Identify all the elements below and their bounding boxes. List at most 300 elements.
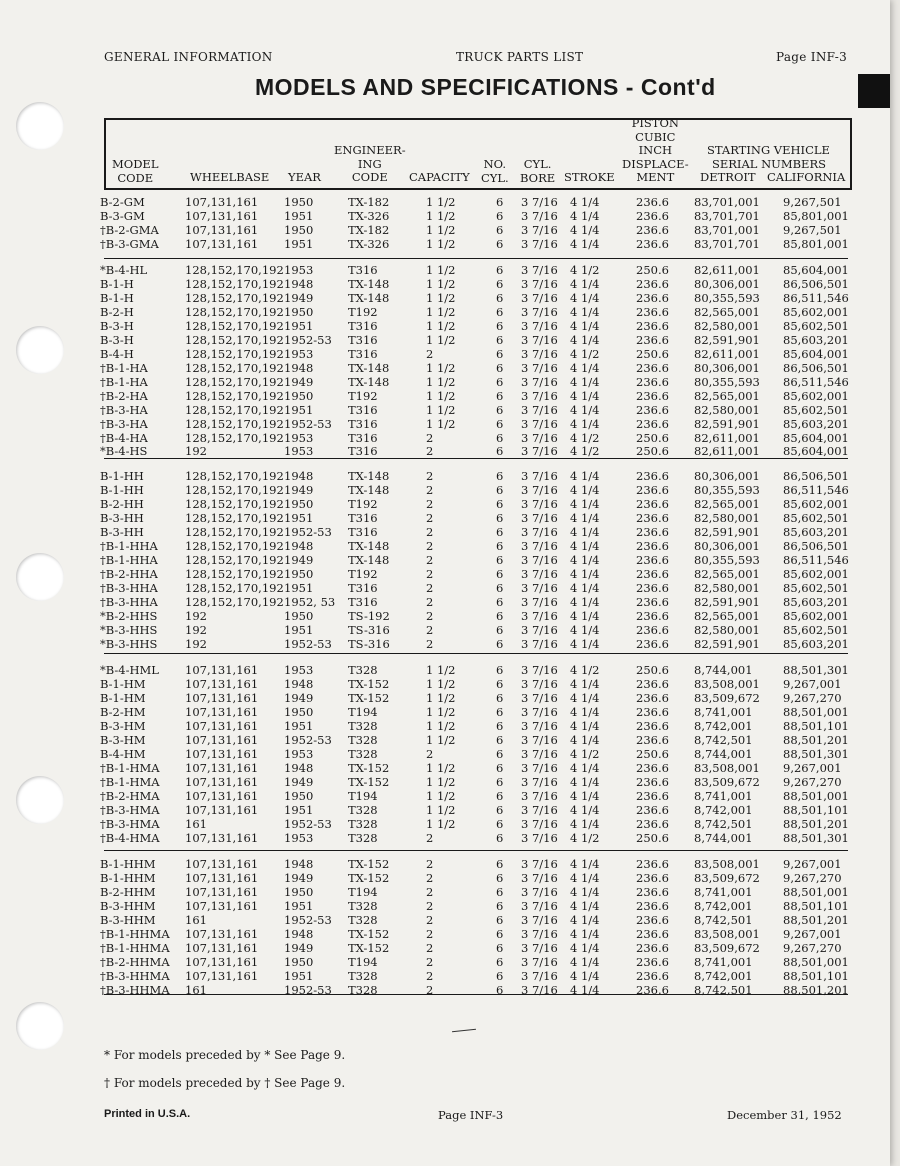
detroit-serial: 8,742,001 — [694, 969, 753, 983]
year: 1950 — [284, 389, 314, 403]
engineering-code: T316 — [348, 431, 378, 445]
year: 1952-53 — [284, 733, 332, 747]
wheelbase: 107,131,161 — [185, 857, 259, 871]
detroit-serial: 8,741,001 — [694, 885, 753, 899]
model-code: *B-4-HL — [100, 263, 148, 277]
year: 1949 — [284, 483, 314, 497]
table-row — [100, 292, 850, 306]
wheelbase: 107,131,161 — [185, 789, 259, 803]
engineering-code: TX-182 — [348, 223, 390, 237]
year: 1951 — [284, 403, 314, 417]
year: 1949 — [284, 691, 314, 705]
wheelbase: 128,152,170,192 — [185, 539, 284, 553]
year: 1952-53 — [284, 983, 332, 997]
model-code: †B-3-HA — [100, 403, 148, 417]
displacement: 236.6 — [636, 885, 669, 899]
no-cyl: 6 — [496, 637, 504, 651]
wheelbase: 128,152,170,192 — [185, 567, 284, 581]
year: 1951 — [284, 319, 314, 333]
model-code: †B-1-HHMA — [100, 927, 170, 941]
displacement: 236.6 — [636, 567, 669, 581]
engineering-code: T316 — [348, 403, 378, 417]
detroit-serial: 82,611,001 — [694, 431, 760, 445]
bore: 3 7/16 — [521, 347, 558, 361]
no-cyl: 6 — [496, 511, 504, 525]
detroit-serial: 82,591,901 — [694, 525, 760, 539]
table-row — [100, 900, 850, 914]
displacement: 250.6 — [636, 347, 669, 361]
california-serial: 88,501,301 — [783, 663, 849, 677]
year: 1953 — [284, 431, 314, 445]
table-row — [100, 484, 850, 498]
california-serial: 9,267,001 — [783, 857, 842, 871]
model-code: †B-1-HA — [100, 361, 148, 375]
detroit-serial: 80,355,593 — [694, 375, 760, 389]
section-divider — [104, 653, 848, 654]
model-code: †B-2-HA — [100, 389, 148, 403]
stroke: 4 1/2 — [570, 263, 600, 277]
california-serial: 86,506,501 — [783, 277, 849, 291]
detroit-serial: 8,744,001 — [694, 663, 753, 677]
detroit-serial: 8,742,001 — [694, 719, 753, 733]
table-row — [100, 664, 850, 678]
capacity: 1 1/2 — [426, 789, 456, 803]
wheelbase: 128,152,170,192 — [185, 263, 284, 277]
bore: 3 7/16 — [521, 581, 558, 595]
stroke: 4 1/4 — [570, 497, 600, 511]
model-code: B-3-HHM — [100, 913, 156, 927]
year: 1949 — [284, 553, 314, 567]
no-cyl: 6 — [496, 431, 504, 445]
wheelbase: 128,152,170,192 — [185, 291, 284, 305]
no-cyl: 6 — [496, 553, 504, 567]
capacity: 1 1/2 — [426, 223, 456, 237]
table-row — [100, 804, 850, 818]
no-cyl: 6 — [496, 539, 504, 553]
engineering-code: TX-152 — [348, 941, 390, 955]
displacement: 236.6 — [636, 913, 669, 927]
year: 1951 — [284, 969, 314, 983]
model-code: B-3-HM — [100, 733, 146, 747]
california-serial: 88,501,001 — [783, 789, 849, 803]
year: 1952-53 — [284, 333, 332, 347]
model-code: *B-2-HHS — [100, 609, 158, 623]
capacity: 1 1/2 — [426, 761, 456, 775]
detroit-serial: 82,611,001 — [694, 347, 760, 361]
california-serial: 85,602,501 — [783, 403, 849, 417]
model-code: B-1-HM — [100, 691, 146, 705]
capacity: 1 1/2 — [426, 237, 456, 251]
model-code: †B-1-HHA — [100, 539, 158, 553]
capacity: 1 1/2 — [426, 417, 456, 431]
detroit-serial: 8,742,001 — [694, 803, 753, 817]
displacement: 236.6 — [636, 761, 669, 775]
stroke: 4 1/4 — [570, 969, 600, 983]
bore: 3 7/16 — [521, 705, 558, 719]
bore: 3 7/16 — [521, 899, 558, 913]
california-serial: 85,602,501 — [783, 319, 849, 333]
col-no-cyl: NO. CYL. — [481, 157, 509, 185]
no-cyl: 6 — [496, 305, 504, 319]
no-cyl: 6 — [496, 719, 504, 733]
wheelbase: 192 — [185, 623, 207, 637]
model-code: †B-3-HHMA — [100, 969, 170, 983]
capacity: 1 1/2 — [426, 277, 456, 291]
capacity: 1 1/2 — [426, 263, 456, 277]
detroit-serial: 80,306,001 — [694, 361, 760, 375]
detroit-serial: 82,580,001 — [694, 511, 760, 525]
wheelbase: 192 — [185, 609, 207, 623]
no-cyl: 6 — [496, 209, 504, 223]
displacement: 250.6 — [636, 263, 669, 277]
table-row — [100, 970, 850, 984]
no-cyl: 6 — [496, 444, 504, 458]
wheelbase: 107,131,161 — [185, 831, 259, 845]
col-displacement: PISTON CUBIC INCH DISPLACE- MENT — [622, 116, 689, 184]
displacement: 236.6 — [636, 483, 669, 497]
detroit-serial: 82,580,001 — [694, 581, 760, 595]
detroit-serial: 83,508,001 — [694, 761, 760, 775]
no-cyl: 6 — [496, 983, 504, 997]
binder-hole — [16, 553, 64, 601]
col-serial-numbers: SERIAL NUMBERS — [712, 157, 826, 171]
capacity: 2 — [426, 857, 434, 871]
bore: 3 7/16 — [521, 483, 558, 497]
model-code: B-1-HM — [100, 677, 146, 691]
model-code: †B-1-HMA — [100, 761, 160, 775]
engineering-code: T328 — [348, 719, 378, 733]
bore: 3 7/16 — [521, 553, 558, 567]
displacement: 236.6 — [636, 361, 669, 375]
detroit-serial: 82,565,001 — [694, 609, 760, 623]
stroke: 4 1/2 — [570, 831, 600, 845]
displacement: 236.6 — [636, 609, 669, 623]
california-serial: 88,501,201 — [783, 913, 849, 927]
table-row — [100, 320, 850, 334]
wheelbase: 107,131,161 — [185, 719, 259, 733]
table-row — [100, 238, 850, 252]
model-code: †B-2-HMA — [100, 789, 160, 803]
wheelbase: 128,152,170,192 — [185, 347, 284, 361]
binder-hole — [16, 326, 64, 374]
detroit-serial: 8,742,501 — [694, 913, 753, 927]
stroke: 4 1/4 — [570, 691, 600, 705]
bore: 3 7/16 — [521, 389, 558, 403]
bore: 3 7/16 — [521, 291, 558, 305]
index-tab — [858, 74, 890, 108]
model-code: B-1-HHM — [100, 871, 156, 885]
detroit-serial: 83,701,701 — [694, 209, 760, 223]
wheelbase: 128,152,170,192 — [185, 319, 284, 333]
no-cyl: 6 — [496, 375, 504, 389]
table-row — [100, 984, 850, 998]
table-row — [100, 818, 850, 832]
no-cyl: 6 — [496, 403, 504, 417]
bore: 3 7/16 — [521, 511, 558, 525]
engineering-code: TX-326 — [348, 237, 390, 251]
stroke: 4 1/4 — [570, 803, 600, 817]
detroit-serial: 83,701,001 — [694, 195, 760, 209]
capacity: 1 1/2 — [426, 361, 456, 375]
california-serial: 9,267,270 — [783, 691, 842, 705]
detroit-serial: 82,565,001 — [694, 497, 760, 511]
model-code: B-3-GM — [100, 209, 145, 223]
engineering-code: TX-148 — [348, 553, 390, 567]
capacity: 1 1/2 — [426, 209, 456, 223]
bore: 3 7/16 — [521, 817, 558, 831]
bore: 3 7/16 — [521, 677, 558, 691]
model-code: B-3-H — [100, 319, 134, 333]
year: 1949 — [284, 775, 314, 789]
bore: 3 7/16 — [521, 361, 558, 375]
wheelbase: 107,131,161 — [185, 955, 259, 969]
year: 1952-53 — [284, 913, 332, 927]
displacement: 236.6 — [636, 857, 669, 871]
displacement: 236.6 — [636, 719, 669, 733]
year: 1948 — [284, 927, 314, 941]
stroke: 4 1/4 — [570, 719, 600, 733]
california-serial: 85,603,201 — [783, 333, 849, 347]
stroke: 4 1/4 — [570, 223, 600, 237]
bore: 3 7/16 — [521, 789, 558, 803]
detroit-serial: 80,355,593 — [694, 291, 760, 305]
no-cyl: 6 — [496, 319, 504, 333]
wheelbase: 107,131,161 — [185, 747, 259, 761]
no-cyl: 6 — [496, 237, 504, 251]
wheelbase: 107,131,161 — [185, 775, 259, 789]
detroit-serial: 82,565,001 — [694, 567, 760, 581]
displacement: 236.6 — [636, 803, 669, 817]
capacity: 2 — [426, 885, 434, 899]
capacity: 2 — [426, 525, 434, 539]
engineering-code: T328 — [348, 899, 378, 913]
displacement: 236.6 — [636, 511, 669, 525]
wheelbase: 107,131,161 — [185, 733, 259, 747]
year: 1950 — [284, 567, 314, 581]
year: 1953 — [284, 663, 314, 677]
table-row — [100, 554, 850, 568]
model-code: †B-1-HMA — [100, 775, 160, 789]
table-row — [100, 540, 850, 554]
engineering-code: T194 — [348, 789, 378, 803]
california-serial: 88,501,101 — [783, 803, 849, 817]
stroke: 4 1/4 — [570, 595, 600, 609]
engineering-code: TX-152 — [348, 677, 390, 691]
no-cyl: 6 — [496, 775, 504, 789]
stroke: 4 1/4 — [570, 305, 600, 319]
bore: 3 7/16 — [521, 733, 558, 747]
model-code: B-1-H — [100, 277, 134, 291]
california-serial: 85,602,501 — [783, 511, 849, 525]
capacity: 2 — [426, 969, 434, 983]
capacity: 2 — [426, 595, 434, 609]
capacity: 1 1/2 — [426, 663, 456, 677]
stroke: 4 1/4 — [570, 291, 600, 305]
bore: 3 7/16 — [521, 941, 558, 955]
california-serial: 9,267,270 — [783, 871, 842, 885]
year: 1953 — [284, 347, 314, 361]
detroit-serial: 82,611,001 — [694, 444, 760, 458]
stroke: 4 1/4 — [570, 871, 600, 885]
capacity: 2 — [426, 511, 434, 525]
bore: 3 7/16 — [521, 637, 558, 651]
no-cyl: 6 — [496, 733, 504, 747]
no-cyl: 6 — [496, 831, 504, 845]
no-cyl: 6 — [496, 389, 504, 403]
table-row — [100, 734, 850, 748]
no-cyl: 6 — [496, 483, 504, 497]
displacement: 236.6 — [636, 817, 669, 831]
capacity: 2 — [426, 431, 434, 445]
detroit-serial: 8,741,001 — [694, 705, 753, 719]
california-serial: 88,501,201 — [783, 817, 849, 831]
stroke: 4 1/4 — [570, 539, 600, 553]
stroke: 4 1/4 — [570, 389, 600, 403]
engineering-code: T192 — [348, 305, 378, 319]
year: 1953 — [284, 831, 314, 845]
capacity: 2 — [426, 497, 434, 511]
california-serial: 85,603,201 — [783, 417, 849, 431]
col-starting-vehicle: STARTING VEHICLE — [707, 143, 830, 157]
capacity: 2 — [426, 347, 434, 361]
table-row — [100, 720, 850, 734]
table-row — [100, 886, 850, 900]
table-row — [100, 306, 850, 320]
table-row — [100, 445, 850, 459]
california-serial: 86,506,501 — [783, 361, 849, 375]
california-serial: 9,267,501 — [783, 195, 842, 209]
capacity: 2 — [426, 913, 434, 927]
california-serial: 88,501,201 — [783, 733, 849, 747]
engineering-code: TX-148 — [348, 539, 390, 553]
no-cyl: 6 — [496, 567, 504, 581]
displacement: 236.6 — [636, 789, 669, 803]
table-row — [100, 512, 850, 526]
model-code: B-1-HH — [100, 483, 144, 497]
california-serial: 86,511,546 — [783, 483, 849, 497]
year: 1951 — [284, 237, 314, 251]
stroke: 4 1/4 — [570, 319, 600, 333]
detroit-serial: 83,509,672 — [694, 871, 760, 885]
stroke: 4 1/4 — [570, 885, 600, 899]
detroit-serial: 82,591,901 — [694, 417, 760, 431]
stroke: 4 1/4 — [570, 525, 600, 539]
table-row — [100, 470, 850, 484]
engineering-code: T316 — [348, 581, 378, 595]
detroit-serial: 82,611,001 — [694, 263, 760, 277]
detroit-serial: 8,742,501 — [694, 817, 753, 831]
year: 1950 — [284, 497, 314, 511]
engineering-code: TX-148 — [348, 291, 390, 305]
col-wheelbase: WHEELBASE — [190, 170, 270, 184]
capacity: 2 — [426, 623, 434, 637]
bore: 3 7/16 — [521, 525, 558, 539]
engineering-code: T316 — [348, 263, 378, 277]
bore: 3 7/16 — [521, 775, 558, 789]
no-cyl: 6 — [496, 969, 504, 983]
stroke: 4 1/4 — [570, 775, 600, 789]
detroit-serial: 80,306,001 — [694, 277, 760, 291]
table-row — [100, 196, 850, 210]
detroit-serial: 82,565,001 — [694, 389, 760, 403]
engineering-code: T328 — [348, 969, 378, 983]
engineering-code: TX-148 — [348, 483, 390, 497]
table-row — [100, 348, 850, 362]
no-cyl: 6 — [496, 913, 504, 927]
table-row — [100, 498, 850, 512]
displacement: 236.6 — [636, 955, 669, 969]
engineering-code: T192 — [348, 497, 378, 511]
table-row — [100, 390, 850, 404]
engineering-code: TX-152 — [348, 927, 390, 941]
capacity: 1 1/2 — [426, 705, 456, 719]
capacity: 2 — [426, 927, 434, 941]
displacement: 236.6 — [636, 539, 669, 553]
stroke: 4 1/4 — [570, 553, 600, 567]
engineering-code: T316 — [348, 347, 378, 361]
detroit-serial: 8,744,001 — [694, 747, 753, 761]
year: 1949 — [284, 375, 314, 389]
displacement: 236.6 — [636, 319, 669, 333]
displacement: 236.6 — [636, 691, 669, 705]
wheelbase: 128,152,170,192 — [185, 511, 284, 525]
bore: 3 7/16 — [521, 885, 558, 899]
model-code: †B-3-GMA — [100, 237, 159, 251]
displacement: 236.6 — [636, 595, 669, 609]
bore: 3 7/16 — [521, 417, 558, 431]
detroit-serial: 8,741,001 — [694, 789, 753, 803]
no-cyl: 6 — [496, 333, 504, 347]
table-row — [100, 624, 850, 638]
bore: 3 7/16 — [521, 595, 558, 609]
capacity: 2 — [426, 831, 434, 845]
engineering-code: T328 — [348, 747, 378, 761]
california-serial: 86,511,546 — [783, 553, 849, 567]
year: 1951 — [284, 623, 314, 637]
year: 1948 — [284, 857, 314, 871]
table-row — [100, 832, 850, 846]
model-code: *B-4-HML — [100, 663, 159, 677]
stroke: 4 1/4 — [570, 941, 600, 955]
california-serial: 88,501,101 — [783, 719, 849, 733]
engineering-code: TX-148 — [348, 277, 390, 291]
table-row — [100, 678, 850, 692]
capacity: 2 — [426, 539, 434, 553]
stroke: 4 1/4 — [570, 899, 600, 913]
california-serial: 85,801,001 — [783, 209, 849, 223]
displacement: 236.6 — [636, 581, 669, 595]
bore: 3 7/16 — [521, 263, 558, 277]
table-row — [100, 376, 850, 390]
displacement: 250.6 — [636, 444, 669, 458]
year: 1952, 53 — [284, 595, 336, 609]
engineering-code: T316 — [348, 319, 378, 333]
no-cyl: 6 — [496, 581, 504, 595]
year: 1948 — [284, 677, 314, 691]
wheelbase: 107,131,161 — [185, 899, 259, 913]
year: 1950 — [284, 885, 314, 899]
stroke: 4 1/2 — [570, 444, 600, 458]
wheelbase: 128,152,170,192 — [185, 403, 284, 417]
engineering-code: TX-152 — [348, 775, 390, 789]
california-serial: 85,604,001 — [783, 444, 849, 458]
no-cyl: 6 — [496, 885, 504, 899]
displacement: 236.6 — [636, 733, 669, 747]
detroit-serial: 82,591,901 — [694, 637, 760, 651]
binder-hole — [16, 776, 64, 824]
california-serial: 86,511,546 — [783, 291, 849, 305]
engineering-code: TS-192 — [348, 609, 390, 623]
